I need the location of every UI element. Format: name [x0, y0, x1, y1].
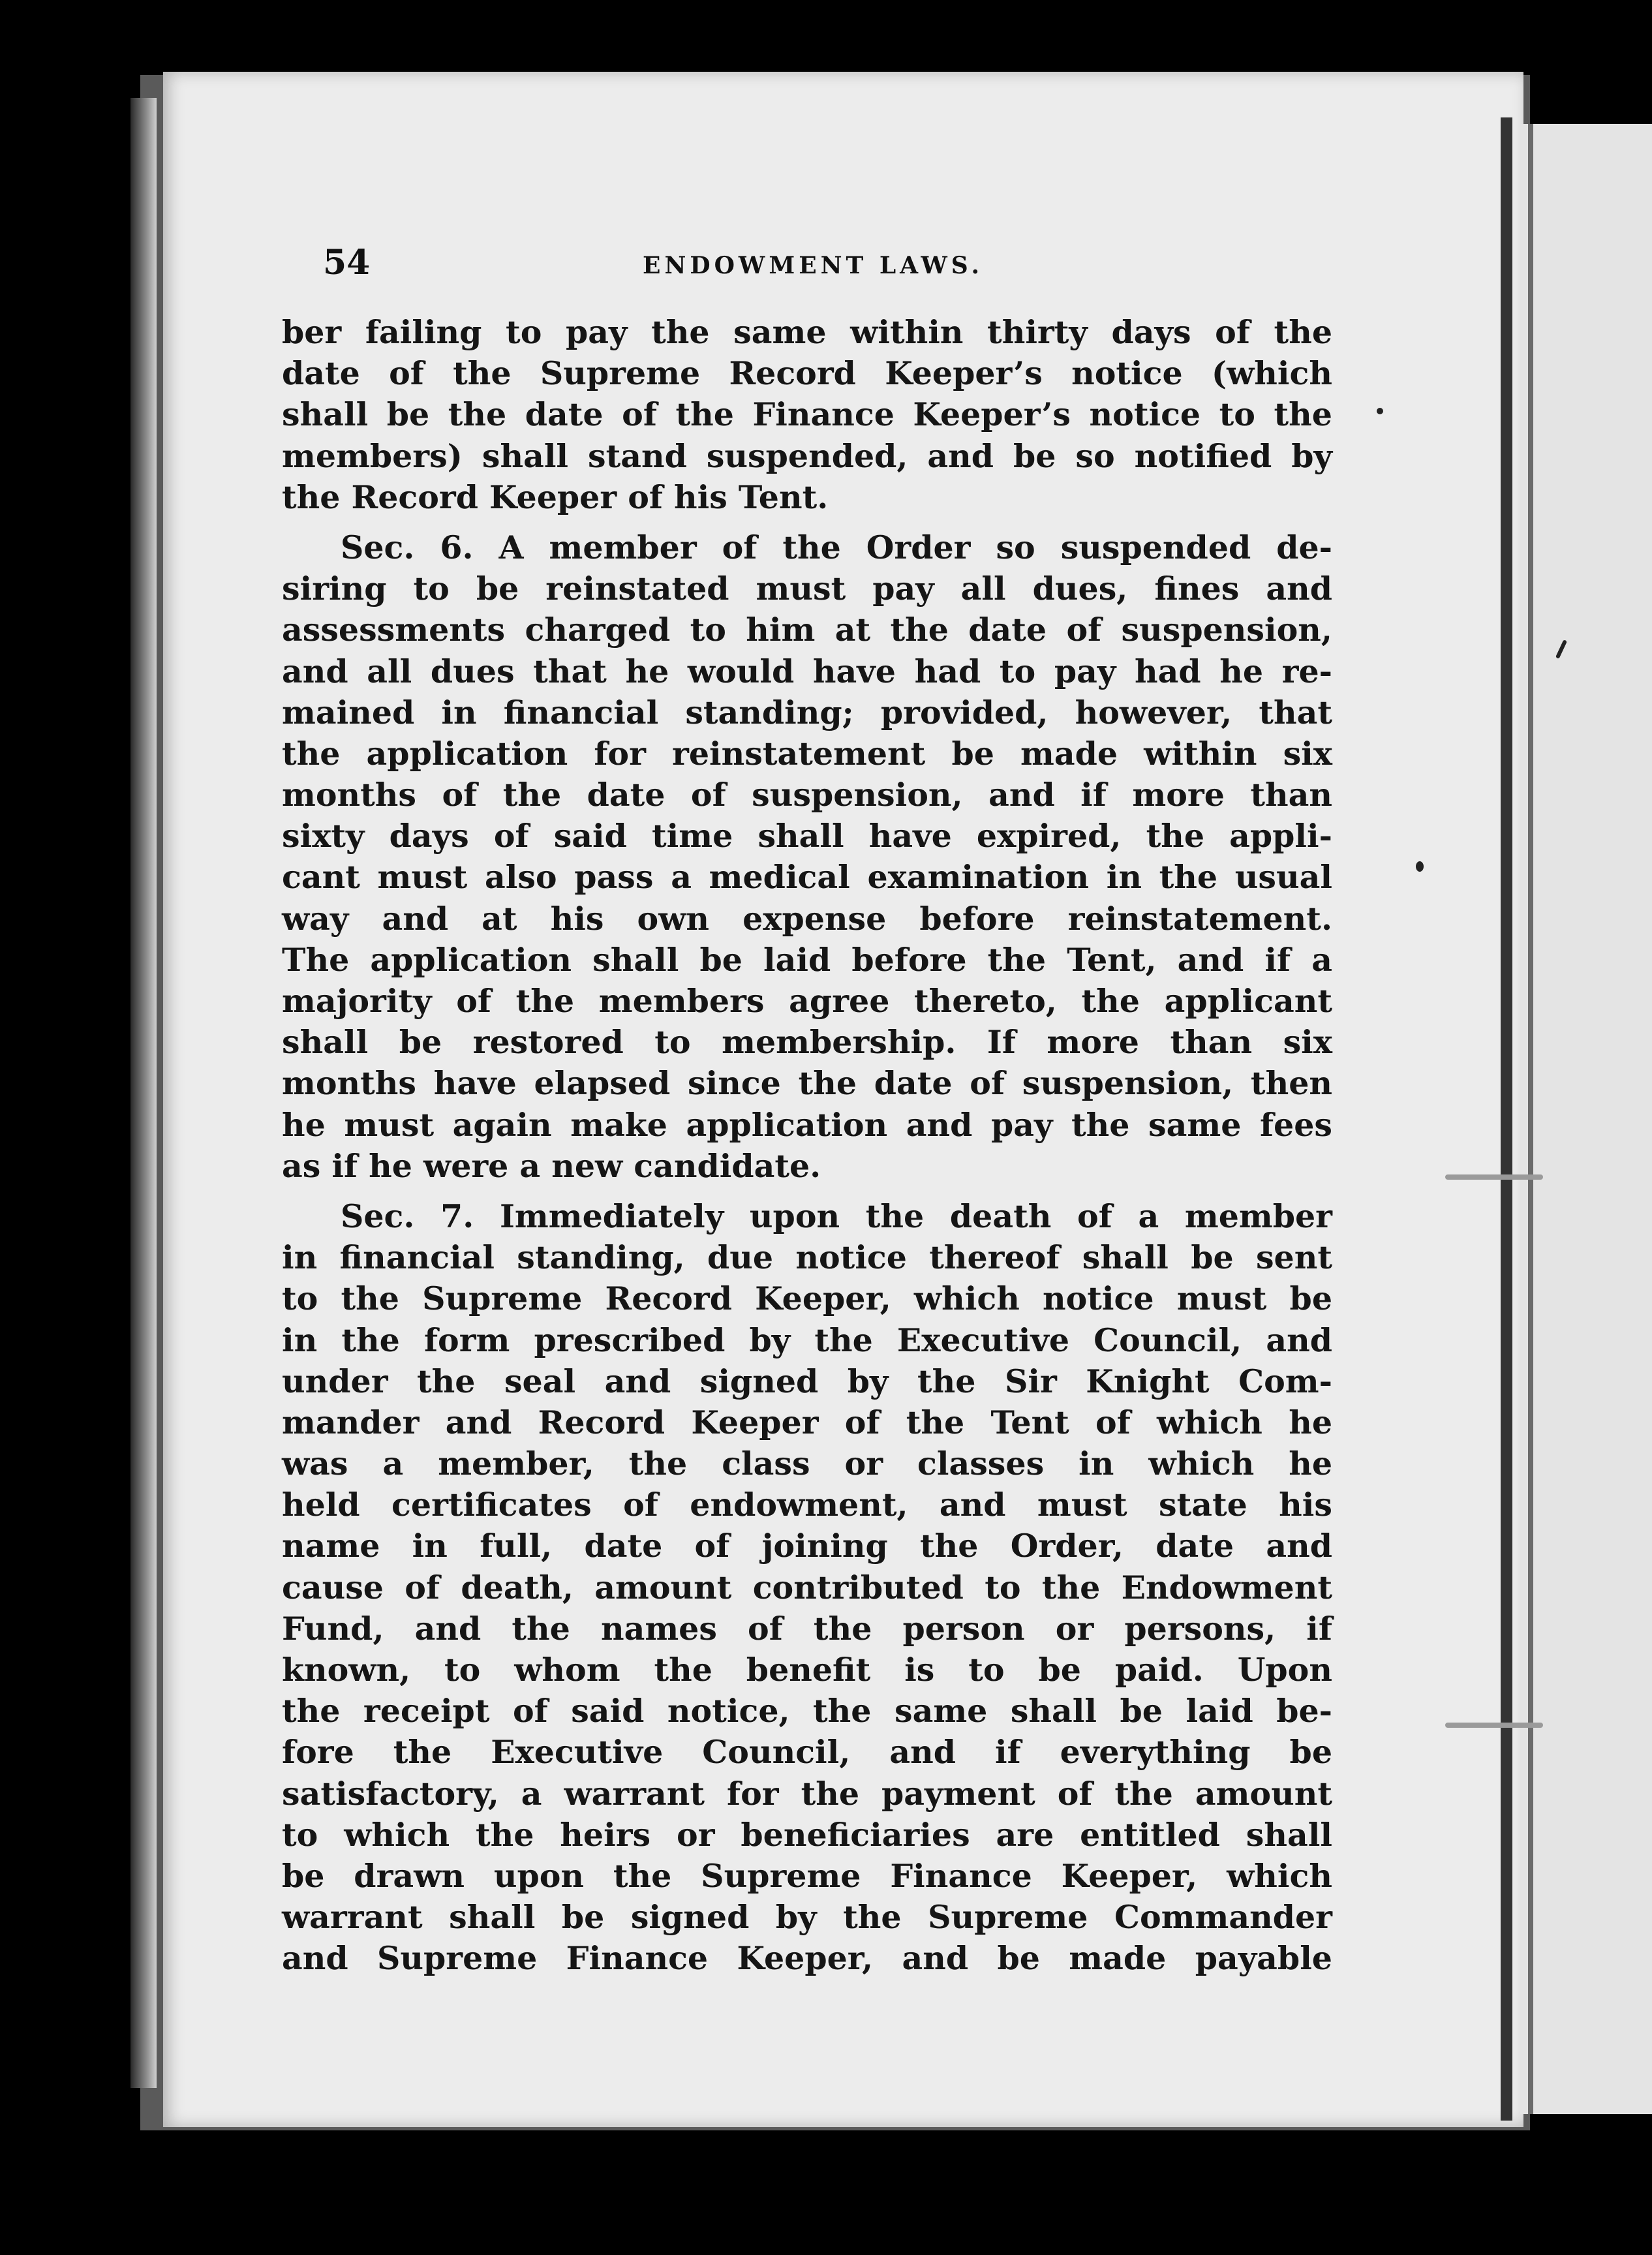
section-6-paragraph — [282, 527, 1332, 1187]
text-line: to which the heirs or beneficiaries are entitled shall — [282, 1815, 1332, 1854]
paragraph-gap — [282, 518, 1332, 527]
text-line: cant must also pass a medical examination in the usual — [282, 858, 1332, 897]
binding-stitch-upper — [1445, 1174, 1543, 1180]
text-line: to the Supreme Record Keeper, which notice must be — [282, 1280, 1332, 1318]
text-line: under the seal and signed by the Sir Knight Com- — [282, 1362, 1332, 1400]
running-title: ENDOWMENT LAWS. — [643, 252, 983, 279]
text-line: the application for reinstatement be made within six — [282, 734, 1332, 773]
binding-stitch-lower — [1445, 1723, 1543, 1728]
section-7-paragraph — [282, 1196, 1332, 1980]
text-line: held certificates of endowment, and must state his — [282, 1486, 1332, 1524]
continuation-paragraph — [282, 312, 1332, 518]
scan-speck — [1416, 861, 1424, 872]
text-line: months of the date of suspension, and if more than — [282, 776, 1332, 814]
text-line: satisfactory, a warrant for the payment of the amount — [282, 1774, 1332, 1813]
page-body — [282, 312, 1332, 1980]
text-line: majority of the members agree thereto, the applicant — [282, 982, 1332, 1020]
text-line: ber failing to pay the same within thirty days of the — [282, 313, 1332, 351]
section-6-heading-line: Sec. 6. A member of the Order so suspended de- — [341, 528, 1332, 566]
text-line: in the form prescribed by the Executive Council, and — [282, 1321, 1332, 1359]
text-line: The application shall be laid before the Tent, and if a — [282, 940, 1332, 979]
facing-page-edge — [1520, 124, 1652, 2114]
binding-gutter — [1501, 117, 1512, 2121]
text-line: fore the Executive Council, and if everything be — [282, 1733, 1332, 1772]
text-line: warrant shall be signed by the Supreme Commander — [282, 1898, 1332, 1937]
text-line: cause of death, amount contributed to the Endowment — [282, 1568, 1332, 1606]
text-line: shall be the date of the Finance Keeper’s notice to the — [282, 395, 1332, 434]
text-line: mained in financial standing; provided, however, that — [282, 693, 1332, 731]
section-7-heading-line: Sec. 7. Immediately upon the death of a member — [341, 1197, 1332, 1235]
text-line: members) shall stand suspended, and be so notified by — [282, 437, 1332, 475]
text-line: in financial standing, due notice thereof shall be sent — [282, 1238, 1332, 1277]
text-line: was a member, the class or classes in which he — [282, 1445, 1332, 1483]
text-line: months have elapsed since the date of suspension, then — [282, 1064, 1332, 1103]
text-line: be drawn upon the Supreme Finance Keeper, which — [282, 1856, 1332, 1895]
text-line: mander and Record Keeper of the Tent of which he — [282, 1403, 1332, 1441]
text-line: way and at his own expense before reinstatement. — [282, 899, 1332, 938]
text-line: and all dues that he would have had to pay had he re- — [282, 652, 1332, 690]
text-line: known, to whom the benefit is to be paid. Upon — [282, 1651, 1332, 1689]
text-line: date of the Supreme Record Keeper’s notice (which — [282, 354, 1332, 393]
facing-page-border — [1528, 124, 1533, 2114]
text-line: sixty days of said time shall have expired, the appli- — [282, 817, 1332, 855]
scan-speck — [1377, 408, 1383, 414]
text-line: the Record Keeper of his Tent. — [282, 478, 829, 516]
text-line: and Supreme Finance Keeper, and be made payable — [282, 1939, 1332, 1978]
text-line: assessments charged to him at the date of suspension, — [282, 611, 1332, 649]
text-line: name in full, date of joining the Order, date and — [282, 1527, 1332, 1565]
text-line: as if he were a new candidate. — [282, 1146, 821, 1185]
page-left-edge — [130, 98, 157, 2088]
paragraph-gap — [282, 1187, 1332, 1196]
page-number: 54 — [323, 243, 371, 283]
page-header — [323, 243, 1328, 288]
text-line: shall be restored to membership. If more than six — [282, 1023, 1332, 1062]
text-line: Fund, and the names of the person or persons, if — [282, 1609, 1332, 1648]
text-line: siring to be reinstated must pay all dues, fines and — [282, 570, 1332, 608]
text-line: the receipt of said notice, the same shall be laid be- — [282, 1692, 1332, 1730]
text-line: he must again make application and pay the same fees — [282, 1105, 1332, 1144]
